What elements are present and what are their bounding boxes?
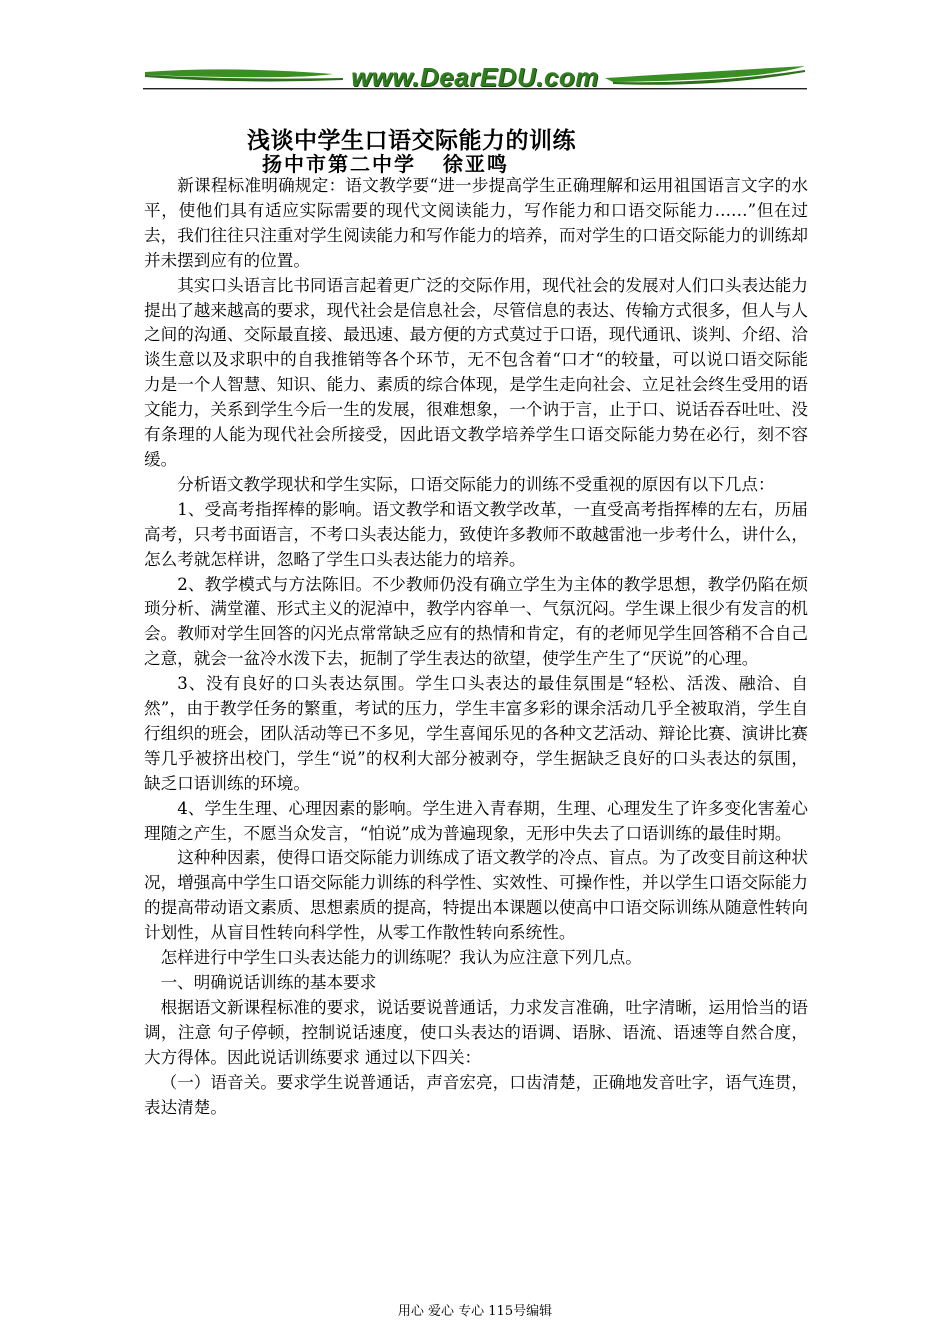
paragraph: 其实口头语言比书同语言起着更广泛的交际作用，现代社会的发展对人们口头表达能力提出了越来越高的要求，现代社会是信息社会，尽管信息的表达、传输方式很多，但人与人之间的沟通、交际最直接、最迅速、最方便的方式莫过于口语，现代通讯、谈判、介绍、洽谈生意以及求职中的自我推销等各个环节，无不包含着“口才“的较量，可以说口语交际能力是一个人智慧、知识、能力、素质的综合体现，是学生走向社会、立足社会终生受用的语文能力，关系到学生今后一生的发展，很难想象，一个讷于言，止于口、说话吞吞吐吐、没有条理的人能为现代社会所接受，因此语文教学培养学生口语交际能力势在必行，刻不容缓。: [144, 275, 808, 469]
paragraph: 新课程标准明确规定：语文教学要“进一步提高学生正确理解和运用祖国语言文字的水平，使他们具有适应实际需要的现代文阅读能力，写作能力和口语交际能力……”但在过去，我们往往只注重对学生阅读能力和写作能力的培养，而对学生的口语交际能力的训练却并未摆到应有的位置。: [144, 176, 808, 270]
page-footer: 用心 爱心 专心 115号编辑: [397, 1304, 553, 1319]
paragraph: （一）语音关。要求学生说普通话，声音宏亮，口齿清楚，正确地发音吐字，语气连贯，表达清楚。: [144, 1072, 808, 1117]
paragraph: 分析语文教学现状和学生实际，口语交际能力的训练不受重视的原因有以下几点：: [177, 474, 775, 494]
paragraph: 怎样进行中学生口头表达能力的训练呢？我认为应注意下列几点。: [160, 948, 642, 968]
article-body: [144, 174, 808, 1120]
site-url: www.DearEDU.com: [351, 62, 599, 92]
author-line: 扬中市第二中学 徐亚鸣: [262, 152, 509, 176]
section-heading: 一、明确说话训练的基本要求: [160, 973, 377, 992]
paragraph: 2、教学模式与方法陈旧。不少教师仍没有确立学生为主体的教学思想，教学仍陷在烦琐分析、满堂灌、形式主义的泥淖中，教学内容单一、气氛沉闷。学生课上很少有发言的机会。教师对学生回答的闪光点常常缺乏应有的热情和肯定，有的老师见学生回答稍不合自己之意，就会一盆冷水泼下去，扼制了学生表达的欲望，使学生产生了“厌说”的心理。: [144, 574, 808, 669]
site-header-banner: [143, 58, 807, 98]
paragraph: 根据语文新课程标准的要求，说话要说普通话，力求发言准确，吐字清晰，运用恰当的语调，注意 句子停顿，控制说话速度，使口头表达的语调、语脉、语流、语速等自然合度，大方得体。因此说话训练要求 通过以下四关：: [144, 997, 808, 1067]
paragraph: 4、学生生理、心理因素的影响。学生进入青春期，生理、心理发生了许多变化害羞心理随之产生，不愿当众发言，“怕说”成为普遍现象，无形中失去了口语训练的最佳时期。: [144, 798, 808, 843]
document-title: 浅谈中学生口语交际能力的训练: [247, 127, 576, 154]
paragraph: 1、受高考指挥棒的影响。语文教学和语文教学改革，一直受高考指挥棒的左右，历届高考，只考书面语言，不考口头表达能力，致使许多教师不敢越雷池一步考什么，讲什么，怎么考就怎样讲，忽略了学生口头表达能力的培养。: [144, 499, 808, 569]
paragraph: 3、没有良好的口头表达氛围。学生口头表达的最佳氛围是“轻松、活泼、融洽、自然”，由于教学任务的繁重，考试的压力，学生丰富多彩的课余活动几乎全被取消，学生自行组织的班会，团队活动等已不多见，学生喜闻乐见的各种文艺活动、辩论比赛、演讲比赛等几乎被挤出校门，学生“说”的权利大部分被剥夺，学生据缺乏良好的口头表达的氛围，缺乏口语训练的环境。: [144, 674, 808, 793]
paragraph: 这种种因素，使得口语交际能力训练成了语文教学的冷点、盲点。为了改变目前这种状况，增强高中学生口语交际能力训练的科学性、实效性、可操作性，并以学生口语交际能力的提高带动语文素质、思想素质的提高，特提出本课题以使高中口语交际训练从随意性转向计划性，从盲目性转向科学性，从零工作散性转向系统性。: [144, 848, 808, 943]
